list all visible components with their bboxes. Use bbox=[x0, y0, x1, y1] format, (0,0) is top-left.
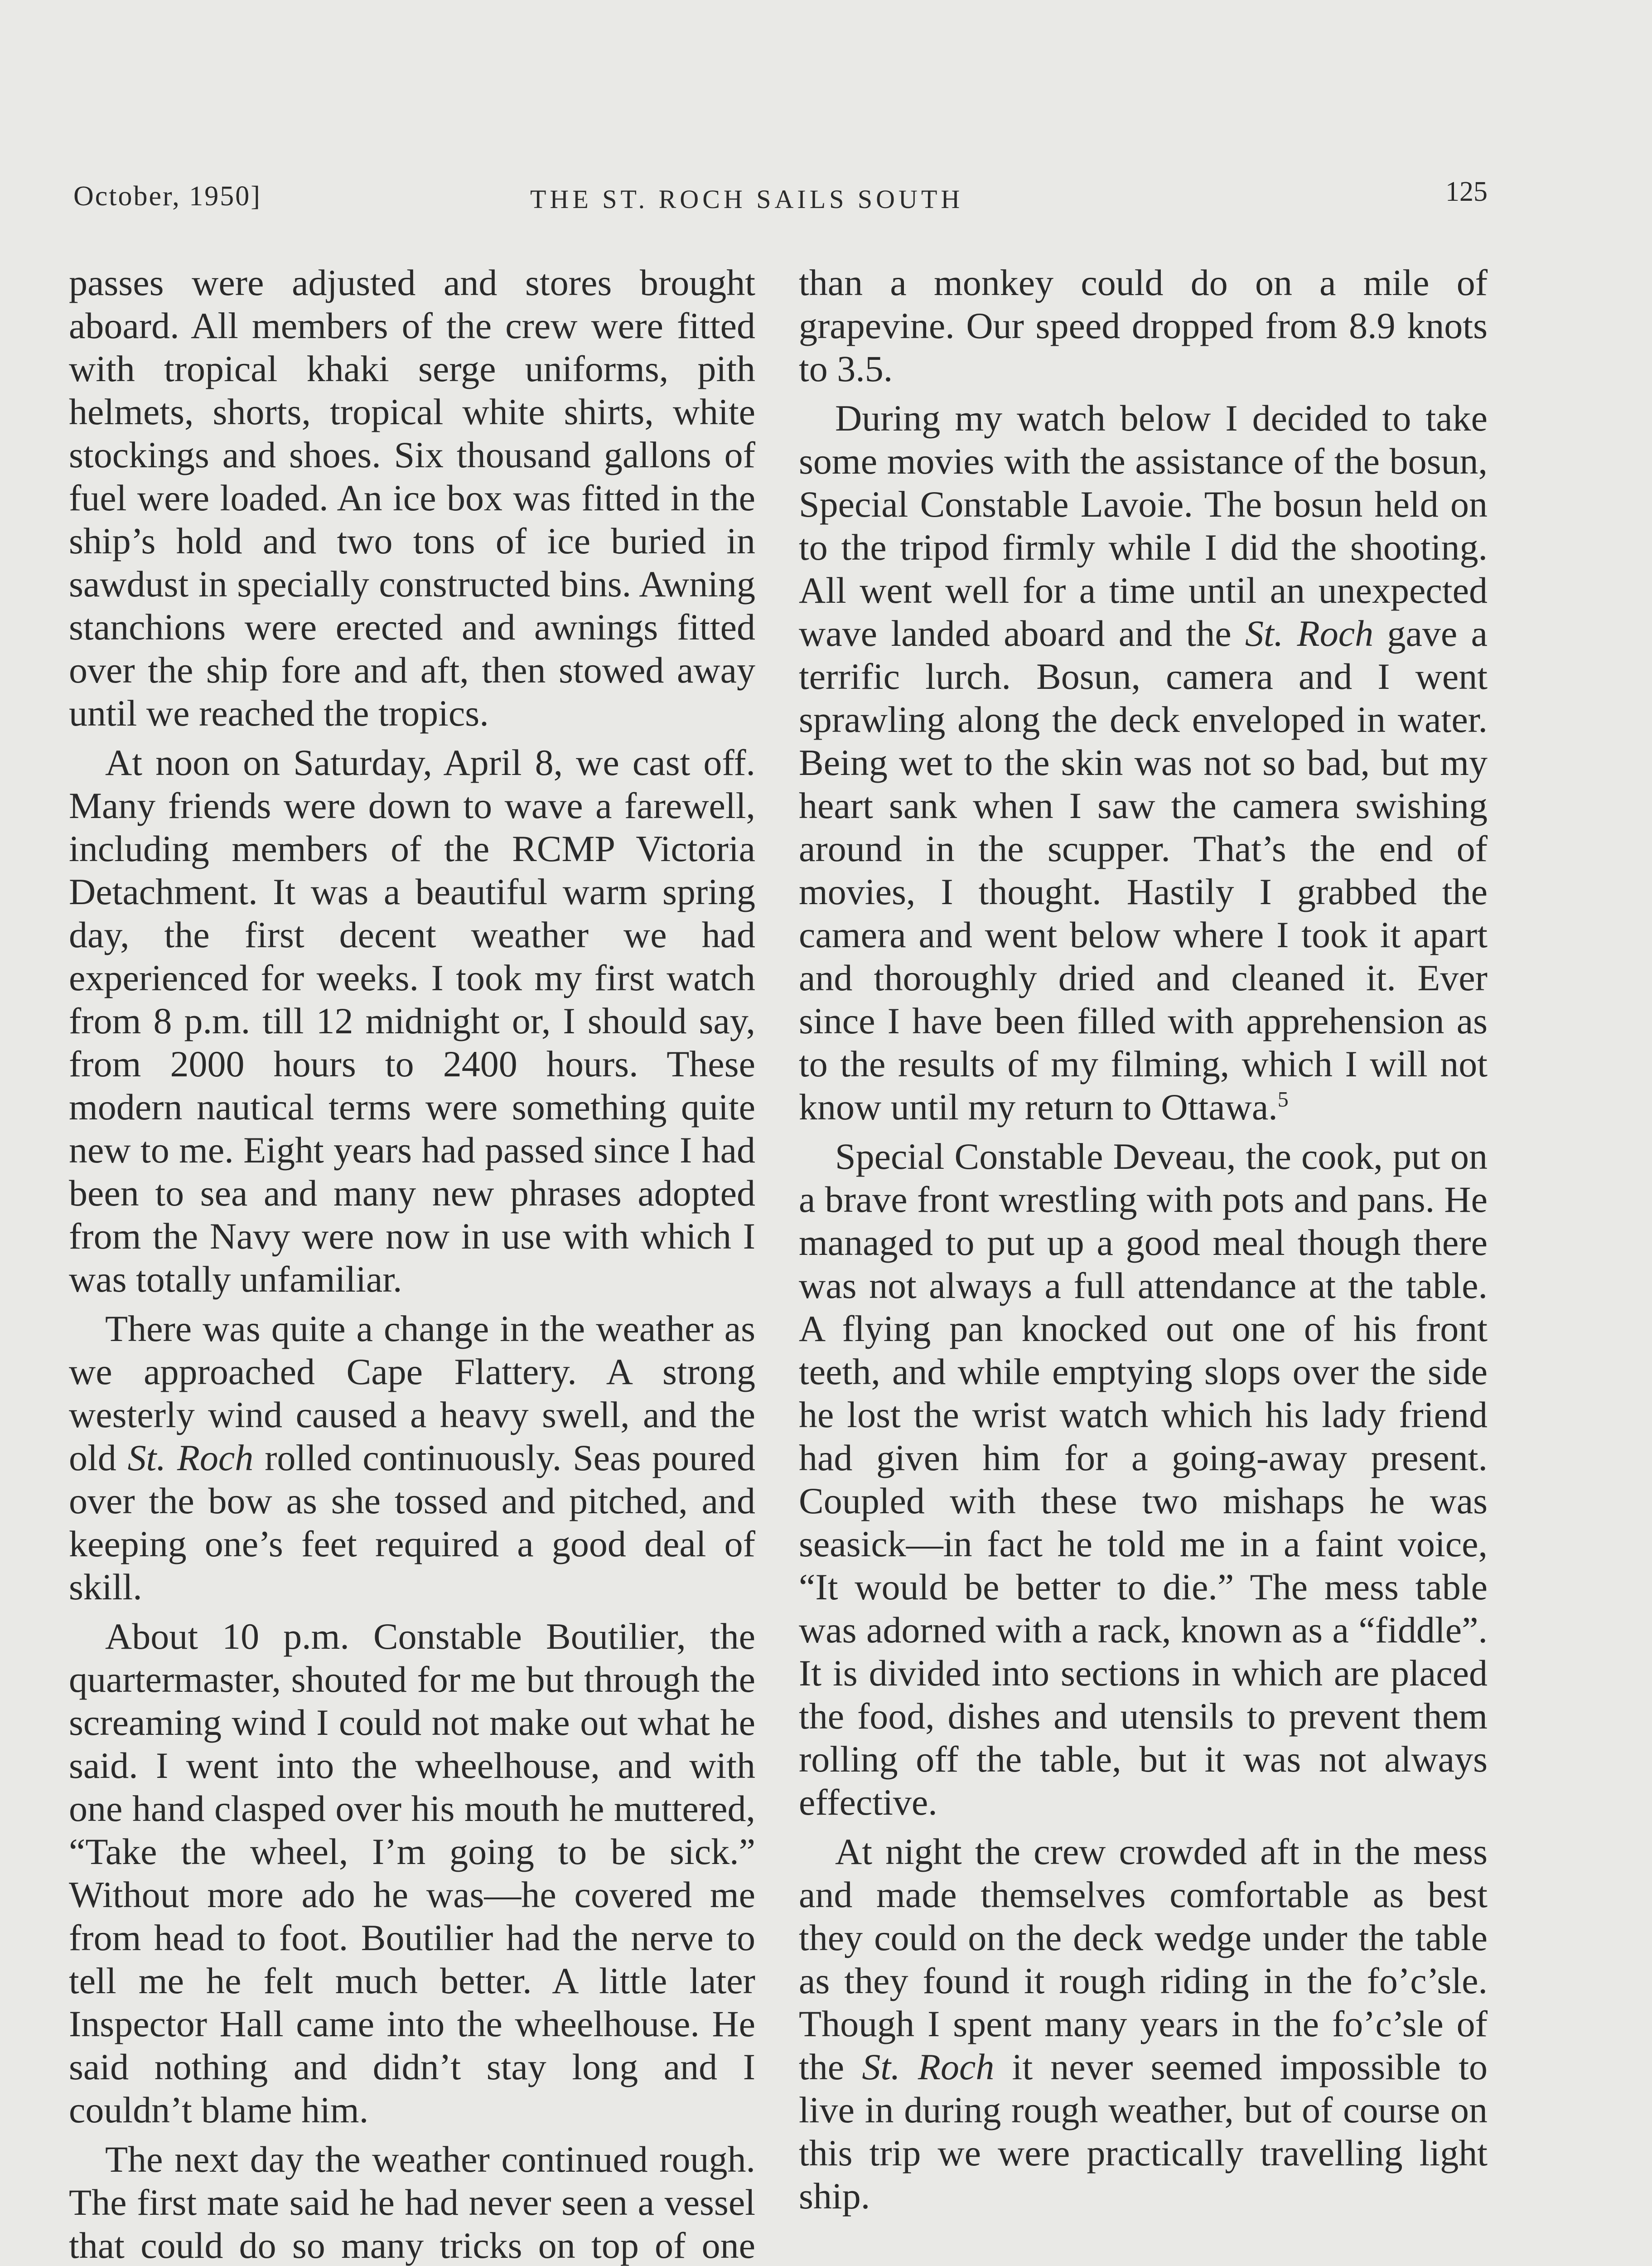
ship-name: St. Roch bbox=[127, 1437, 254, 1478]
paragraph: Special Constable Deveau, the cook, put on a brave front wrestling with pots and pans. He managed to put up a good meal though there was not always a full attendance at the table. A flying pan knocked out one of his front teeth, and while emptying slops over the side he lost the wrist watch which his lady friend had given him for a going-away present. Coupled with these two mishaps he was seasick—in fact he told me in a faint voice, “It would be better to die.” The mess table was adorned with a rack, known as a “fiddle”. It is divided into sections in which are placed the food, dishes and utensils to prevent them rolling off the table, but it was not always effective. bbox=[799, 1136, 1488, 1823]
paragraph-text: During my watch below I decided to take some movies with the assistance of the bosun, Special Constable Lavoie. The bosun held on to the tripod firmly while I did the shooting. All went well for a time until an unexpected wave landed aboard and the bbox=[799, 397, 1488, 654]
running-title: THE ST. ROCH SAILS SOUTH bbox=[530, 184, 964, 214]
paragraph-text: it never seemed impossible to live in during rough weather, but of course on this trip we were practically travelling light ship. bbox=[799, 2046, 1488, 2217]
paragraph-text: There was quite a change in the weather as we approached Cape Flattery. A strong westerly wind caused a heavy swell, and the old bbox=[69, 1308, 755, 1478]
page-number: 125 bbox=[1445, 176, 1488, 207]
paragraph-text: rolled continuously. Seas poured over the bow as she tossed and pitched, and keeping one’s feet required a good deal of skill. bbox=[69, 1437, 755, 1608]
paragraph bbox=[799, 1830, 1488, 2218]
paragraph: About 10 p.m. Constable Boutilier, the quartermaster, shouted for me but through the screaming wind I could not make out what he said. I went into the wheelhouse, and with one hand clasped over his mouth he muttered, “Take the wheel, I’m going to be sick.” Without more ado he was—he covered me from head to foot. Boutilier had the nerve to tell me he felt much better. A little later Inspector Hall came into the wheelhouse. He said nothing and didn’t stay long and I couldn’t blame him. bbox=[69, 1616, 755, 2130]
paragraph bbox=[799, 397, 1488, 1128]
paragraph: than a monkey could do on a mile of grapevine. Our speed dropped from 8.9 knots to 3.5. bbox=[799, 262, 1488, 389]
paragraph: At noon on Saturday, April 8, we cast off. Many friends were down to wave a farewell, including members of the RCMP Victoria Detachment. It was a beautiful warm spring day, the first decent weather we had experienced for weeks. I took my first watch from 8 p.m. till 12 midnight or, I should say, from 2000 hours to 2400 hours. These modern nautical terms were something quite new to me. Eight years had passed since I had been to sea and many new phrases adopted from the Navy were now in use with which I was totally unfamiliar. bbox=[69, 742, 755, 1300]
issue-date: October, 1950] bbox=[73, 181, 261, 212]
left-column bbox=[69, 261, 755, 2266]
right-column bbox=[799, 261, 1488, 2224]
paragraph-text: gave a terrific lurch. Bosun, camera and I went sprawling along the deck enveloped in water. Being wet to the skin was not so bad, but my heart sank when I saw the camera swishing around in the scupper. That’s the end of movies, I thought. Hastily I grabbed the camera and went below where I took it apart and thoroughly dried and cleaned it. Ever since I have been filled with apprehension as to the results of my filming, which I will not know until my return to Ottawa. bbox=[799, 613, 1488, 1128]
paragraph: The next day the weather continued rough. The first mate said he had never seen a vessel that could do so many tricks on top of one bbox=[69, 2139, 755, 2266]
ship-name: St. Roch bbox=[862, 2046, 995, 2087]
paragraph-text: At night the crew crowded aft in the mess and made themselves comfortable as best they could on the deck wedge under the table as they found it rough riding in the fo’c’sle. Though I spent many years in the fo’c’sle of the bbox=[799, 1831, 1488, 2087]
paragraph: passes were adjusted and stores brought aboard. All members of the crew were fitted with tropical khaki serge uniforms, pith helmets, shorts, tropical white shirts, white stockings and shoes. Six thousand gallons of fuel were loaded. An ice box was fitted in the ship’s hold and two tons of ice buried in sawdust in specially constructed bins. Awning stanchions were erected and awnings fitted over the ship fore and aft, then stowed away until we reached the tropics. bbox=[69, 262, 755, 734]
footnote-marker: 5 bbox=[1277, 1087, 1289, 1112]
page-header bbox=[0, 0, 1652, 236]
paragraph bbox=[69, 1307, 755, 1608]
ship-name: St. Roch bbox=[1245, 613, 1374, 654]
